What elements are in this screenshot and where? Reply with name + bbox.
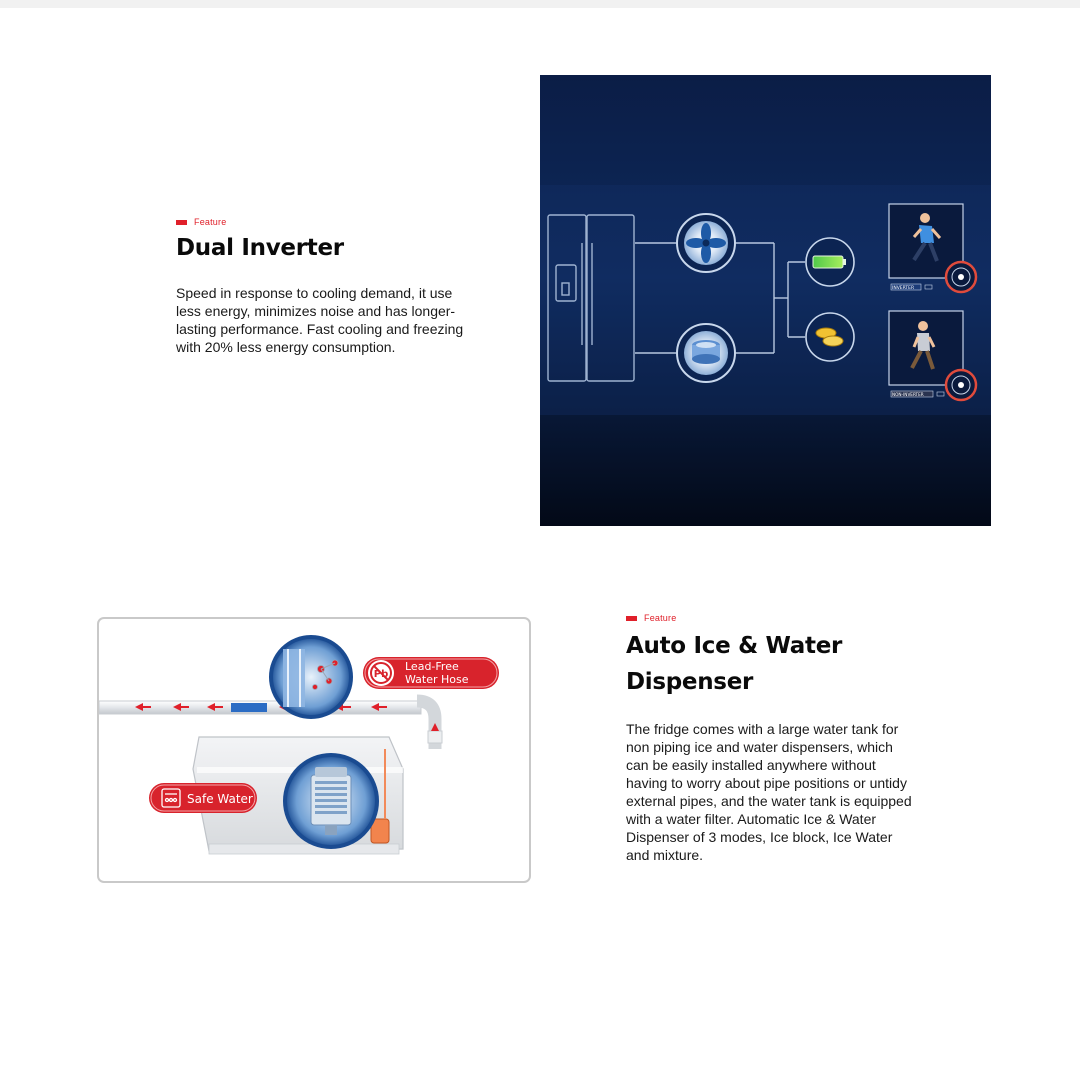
feature-tag-label: Feature — [644, 613, 677, 623]
feature-tag — [176, 217, 466, 227]
fan-icon — [677, 214, 735, 272]
water-dispenser-title-line1: Auto Ice & Water — [626, 633, 843, 659]
water-dispenser-description: The fridge comes with a large water tank for non piping ice and water dispensers, which can be easily installed anywhere without having to worry about pipe positions or untidy external pipes, and the water tank is equipped with a water filter. Automatic Ice & Water Dispenser of 3 modes, Ice block, Ice Water and mixture. — [626, 721, 912, 863]
lead-free-badge — [363, 657, 499, 689]
coins-icon — [806, 313, 854, 361]
pipe-magnifier — [271, 637, 351, 717]
non-inverter-label: NON-INVERTER — [892, 392, 924, 397]
water-dispenser-text-block — [626, 613, 916, 864]
lead-free-label: Lead-Free — [405, 660, 459, 673]
compressor-icon — [677, 324, 735, 382]
water-dispenser-illustration — [97, 617, 531, 883]
safe-water-label: Safe Water — [187, 792, 253, 806]
dual-inverter-text-block — [176, 217, 466, 356]
water-dispenser-title-line2: Dispenser — [626, 669, 754, 695]
dual-inverter-illustration — [540, 75, 991, 526]
dual-inverter-title: Dual Inverter — [176, 235, 344, 261]
water-hose-label: Water Hose — [405, 673, 469, 686]
filter-magnifier — [285, 755, 377, 847]
pb-icon: Pb — [373, 669, 389, 680]
speedometer-icon — [946, 370, 976, 400]
battery-icon — [806, 238, 854, 286]
dual-inverter-description: Speed in response to cooling demand, it use less energy, minimizes noise and has longer-lasting performance. Fast cooling and freezing with 20% less energy consumption. — [176, 285, 464, 355]
speedometer-icon — [946, 262, 976, 292]
safe-water-badge — [149, 783, 257, 813]
feature-tag-marker — [176, 220, 187, 225]
feature-tag — [626, 613, 916, 623]
feature-tag-label: Feature — [194, 217, 227, 227]
water-dispenser-title — [626, 628, 916, 700]
top-strip — [0, 0, 1080, 8]
inverter-label: INVERTER — [892, 286, 915, 291]
feature-tag-marker — [626, 616, 637, 621]
